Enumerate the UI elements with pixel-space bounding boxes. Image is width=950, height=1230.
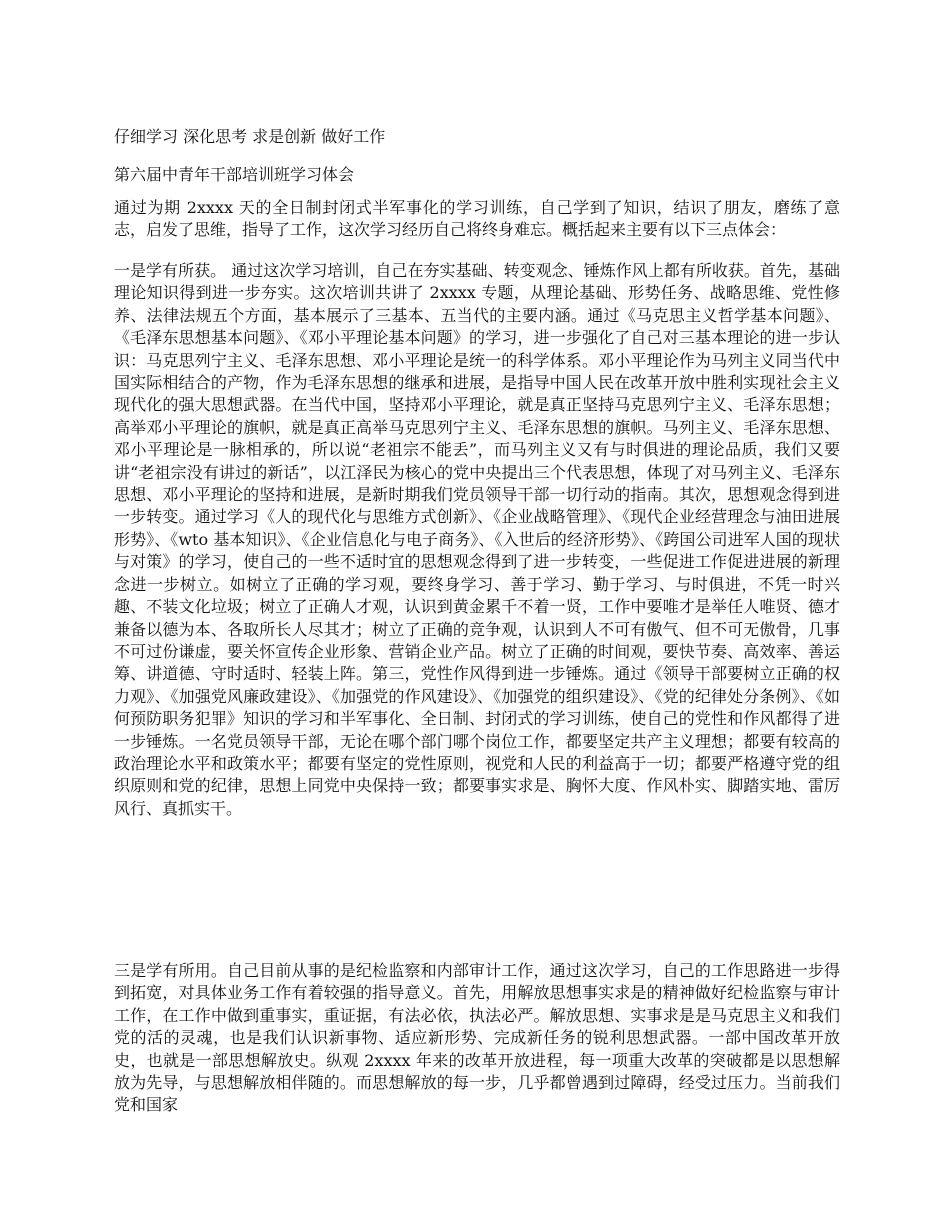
paragraph-section-three: 三是学有所用。自己目前从事的是纪检监察和内部审计工作，通过这次学习，自己的工作思路进一步得到拓宽，对具体业务工作有着较强的指导意义。首先，用解放思想事实求是的精神做好纪检监察与审计工作，在工作中做到重事实，重证据，有法必依，执法必严。解放思想、实事求是是马克思主义和我们党的活的灵魂，也是我们认识新事物、适应新形势、完成新任务的锐利思想武器。一部中国改革开放史，也就是一部思想解放史。纵观 2xxxx 年来的改革开放进程，每一项重大改革的突破都是以思想解放为先导，与思想解放相伴随的。而思想解放的每一步，几乎都曾遇到过障碍，经受过压力。当前我们党和国家	[114, 961, 840, 1115]
document-subtitle: 第六届中青年干部培训班学习体会	[114, 165, 355, 184]
paragraph-intro: 通过为期 2xxxx 天的全日制封闭式半军事化的学习训练，自己学到了知识，结识了朋友，磨练了意志，启发了思维，指导了工作，这次学习经历自己将终身难忘。概括起来主要有以下三点体会：	[114, 198, 840, 240]
paragraph-section-one: 一是学有所获。 通过这次学习培训，自己在夯实基础、转变观念、锤炼作风上都有所收获。首先，基础理论知识得到进一步夯实。这次培训共讲了 2xxxx 专题，从理论基础、形势任务、战略思维、党性修养、法律法规五个方面，基本展示了三基本、五当代的主要内涵。通过《马克思主义哲学基本问题》、《毛泽东思想基本问题》、《邓小平理论基本问题》的学习，进一步强化了自己对三基本理论的进一步认识：马克思列宁主义、毛泽东思想、邓小平理论是统一的科学体系。邓小平理论作为马列主义同当代中国实际相结合的产物，作为毛泽东思想的继承和进展，是指导中国人民在改革开放中胜利实现社会主义现代化的强大思想武器。在当代中国，坚持邓小平理论，就是真正坚持马克思列宁主义、毛泽东思想；高举邓小平理论的旗帜，就是真正高举马克思列宁主义、毛泽东思想的旗帜。马列主义、毛泽东思想、邓小平理论是一脉相承的，所以说“老祖宗不能丢”，而马列主义又有与时俱进的理论品质，我们又要讲“老祖宗没有讲过的新话”，以江泽民为核心的党中央提出三个代表思想，体现了对马列主义、毛泽东思想、邓小平理论的坚持和进展，是新时期我们党员领导干部一切行动的指南。其次，思想观念得到进一步转变。通过学习《人的现代化与思维方式创新》、《企业战略管理》、《现代企业经营理念与油田进展形势》、《wto 基本知识》、《企业信息化与电子商务》、《入世后的经济形势》、《跨国公司进军人国的现状与对策》的学习，使自己的一些不适时宜的思想观念得到了进一步转变，一些促进工作促进进展的新理念进一步树立。如树立了正确的学习观，要终身学习、善于学习、勤于学习、与时俱进，不凭一时兴趣、不装文化垃圾；树立了正确人才观，认识到黄金累千不着一贤，工作中要唯才是举任人唯贤、德才兼备以德为本、各取所长人尽其才；树立了正确的竞争观，认识到人不可有傲气、但不可无傲骨，几事不可过份谦虚，要关怀宣传企业形象、营销企业产品。树立了正确的时间观，要快节奏、高效率、善运筹、讲道德、守时适时、轻装上阵。第三，党性作风得到进一步锤炼。通过《领导干部要树立正确的权力观》、《加强党风廉政建设》、《加强党的作风建设》、《加强党的组织建设》、《党的纪律处分条例》、《如何预防职务犯罪》知识的学习和半军事化、全日制、封闭式的学习训练，使自己的党性和作风都得了进一步锤炼。一名党员领导干部，无论在哪个部门哪个岗位工作，都要坚定共产主义理想；都要有较高的政治理论水平和政策水平；都要有坚定的党性原则，视党和人民的利益高于一切；都要严格遵守党的组织原则和党的纪律，思想上同党中央保持一致；都要事实求是、胸怀大度、作风朴实、脚踏实地、雷厉风行、真抓实干。	[114, 261, 840, 818]
document-title: 仔细学习 深化思考 求是创新 做好工作	[114, 127, 386, 146]
